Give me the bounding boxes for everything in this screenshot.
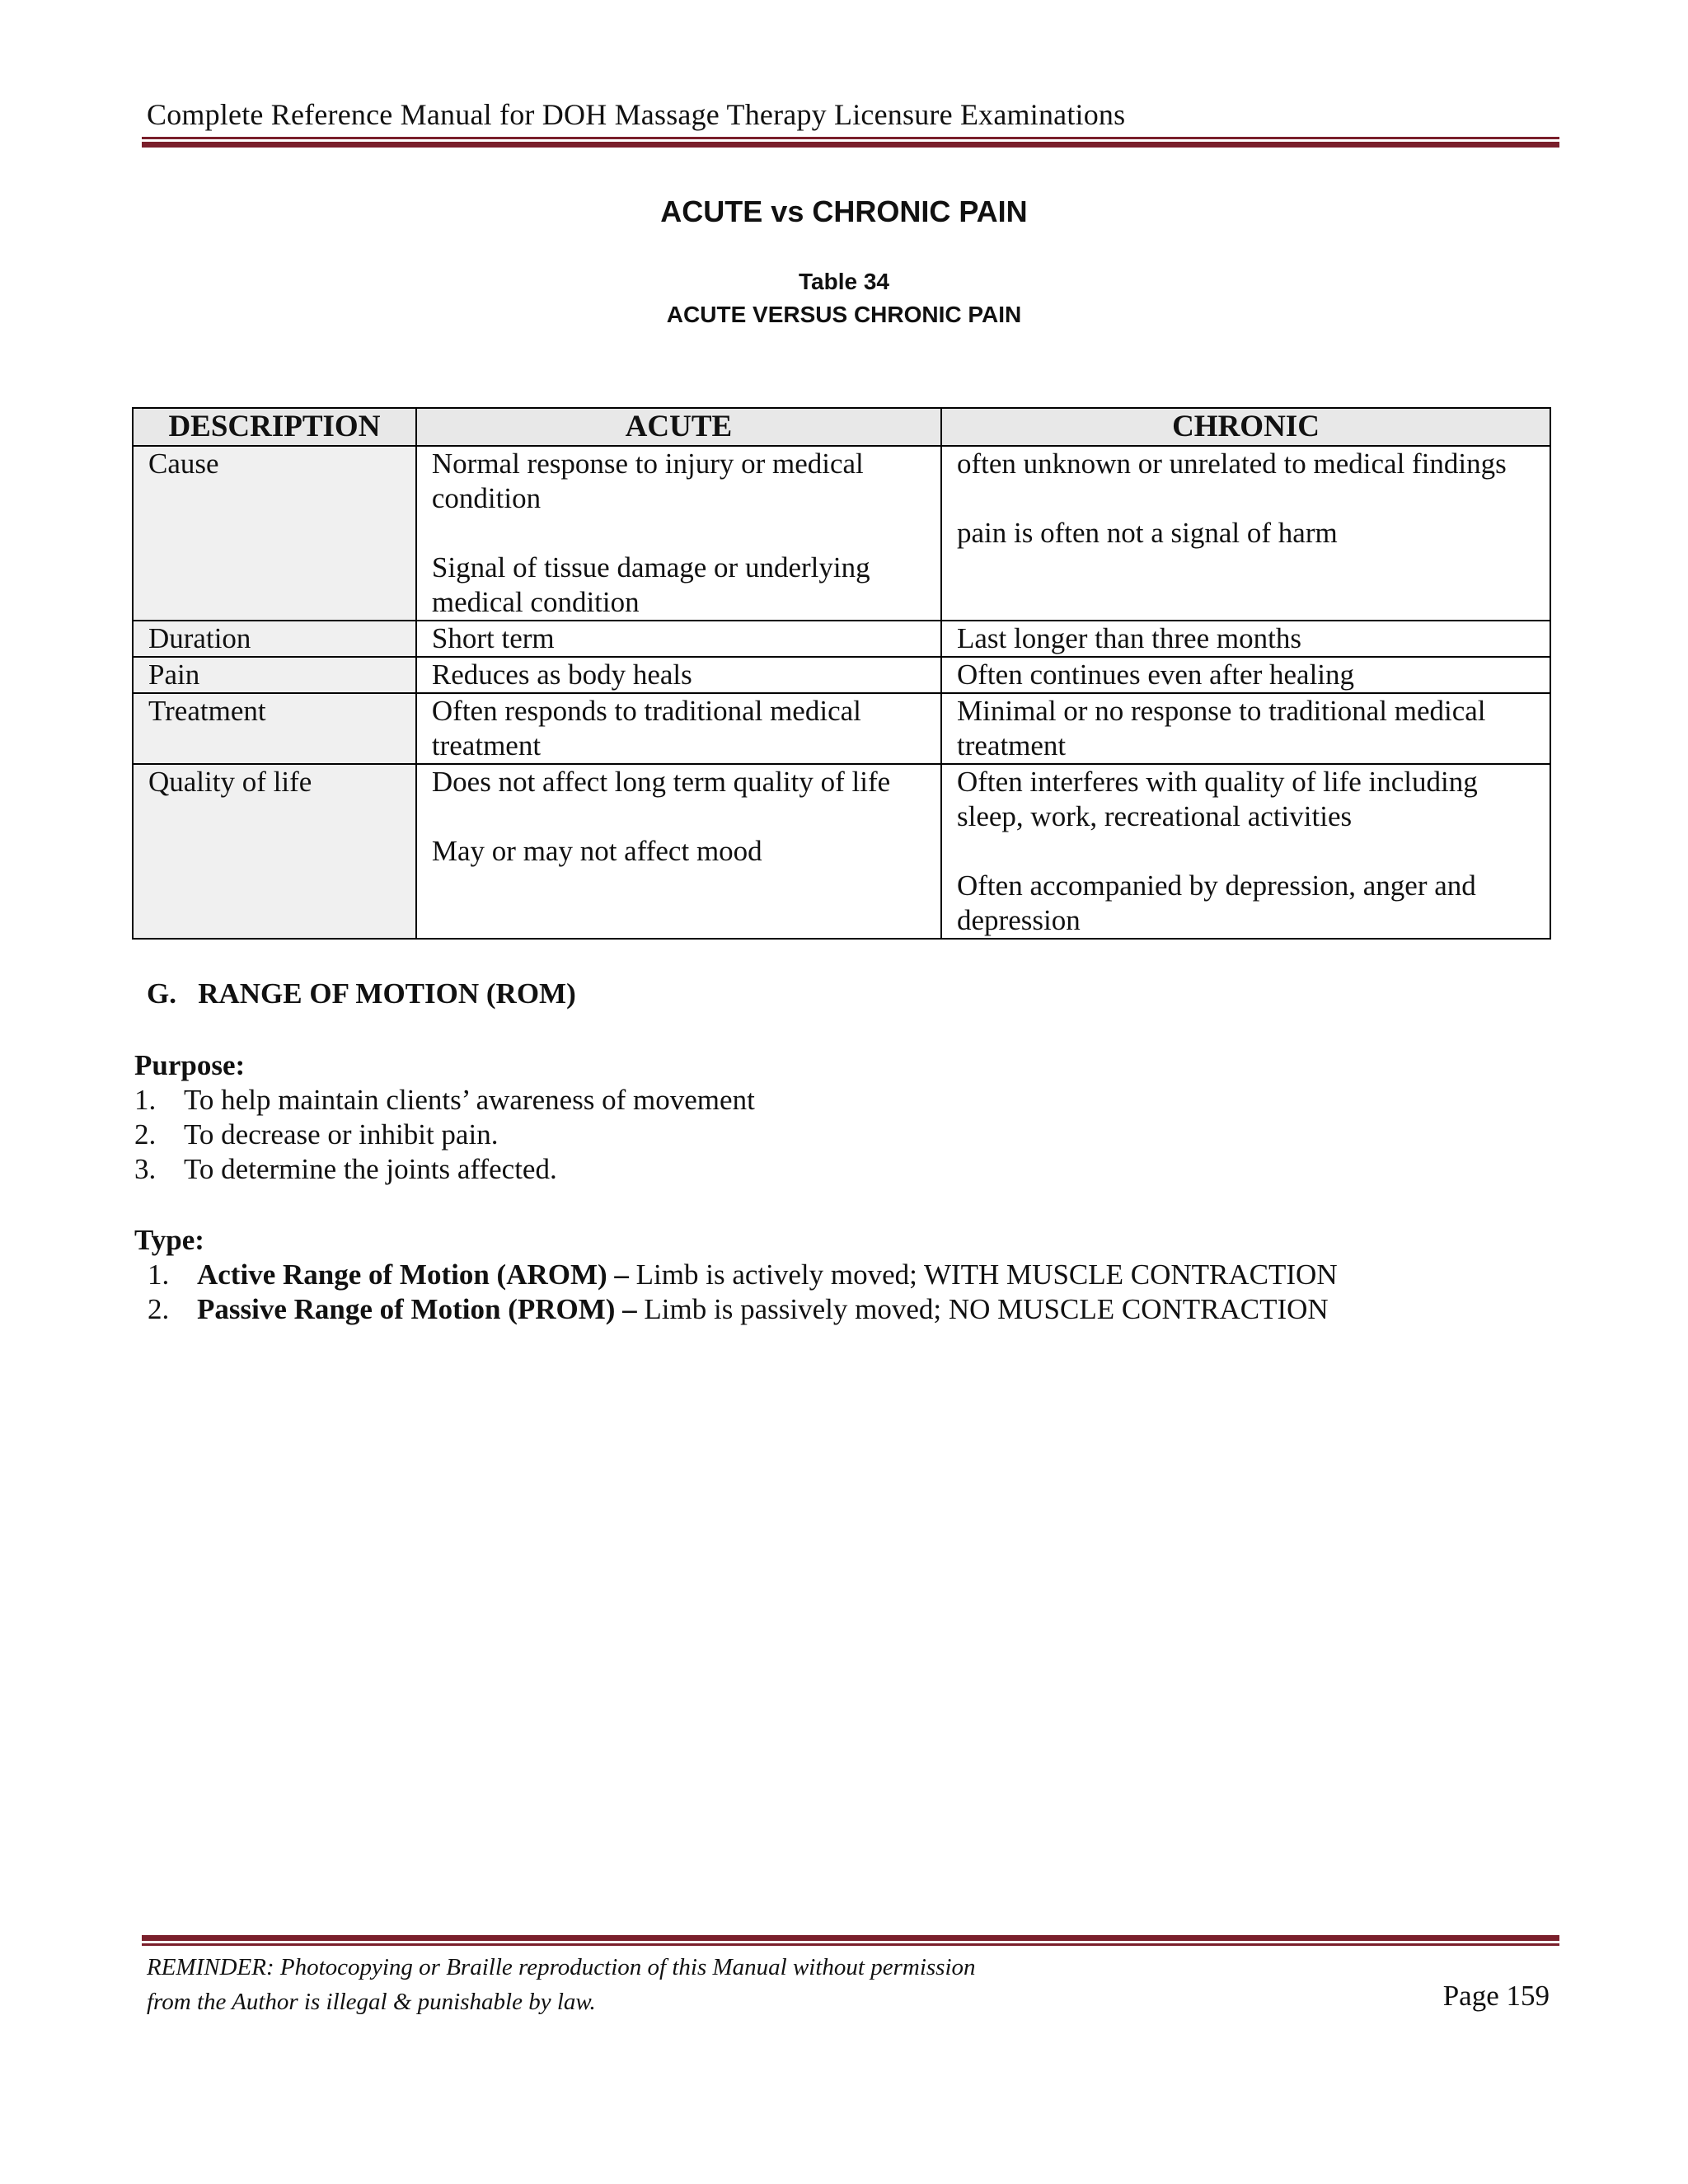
page-title: ACUTE vs CHRONIC PAIN — [660, 194, 1028, 228]
table-row — [133, 764, 1550, 939]
row-description: Pain — [133, 657, 416, 693]
list-text: To determine the joints affected. — [184, 1153, 557, 1185]
list-text: To decrease or inhibit pain. — [184, 1118, 499, 1151]
row-description: Treatment — [133, 693, 416, 764]
column-header-acute: ACUTE — [416, 408, 941, 446]
header-rule — [142, 137, 1559, 148]
table-row — [133, 693, 1550, 764]
list-text: To help maintain clients’ awareness of movement — [184, 1084, 755, 1116]
column-header-description: DESCRIPTION — [133, 408, 416, 446]
list-number: 3. — [134, 1153, 157, 1185]
row-description: Duration — [133, 621, 416, 657]
table-row — [133, 657, 1550, 693]
chronic-cell — [941, 764, 1550, 939]
type-label: Type: — [134, 1224, 204, 1256]
table-caption: ACUTE VERSUS CHRONIC PAIN — [666, 302, 1022, 327]
cell-text: Normal response to injury or medical condition — [431, 448, 864, 514]
acute-cell: Short term — [416, 621, 941, 657]
list-number: 1. — [134, 1084, 157, 1116]
table-header-row — [133, 408, 1550, 446]
pain-comparison-table — [132, 407, 1551, 940]
list-number: 1. — [148, 1258, 170, 1291]
cell-text: Does not affect long term quality of life — [431, 766, 891, 798]
table-row — [133, 621, 1550, 657]
reminder-line: from the Author is illegal & punishable by law. — [147, 1989, 596, 2015]
list-number: 2. — [148, 1293, 170, 1325]
acute-cell: Often responds to traditional medical treatment — [416, 693, 941, 764]
list-item — [134, 1118, 755, 1152]
list-item — [134, 1292, 1338, 1327]
footer-reminder — [147, 1950, 976, 2019]
list-item — [134, 1258, 1338, 1292]
cell-text: Often interferes with quality of life including sleep, work, recreational activities — [957, 766, 1478, 832]
type-block — [134, 1223, 1338, 1327]
acute-cell — [416, 764, 941, 939]
list-text: Limb is actively moved; WITH MUSCLE CONTRACTION — [628, 1258, 1338, 1291]
acute-cell: Reduces as body heals — [416, 657, 941, 693]
cell-text: pain is often not a signal of harm — [957, 517, 1338, 549]
list-item — [134, 1152, 755, 1187]
running-header: Complete Reference Manual for DOH Massage Therapy Licensure Examinations — [147, 98, 1126, 131]
cell-text: Often accompanied by depression, anger and depression — [957, 869, 1476, 936]
list-item — [134, 1083, 755, 1118]
type-list — [134, 1258, 1338, 1327]
row-description: Quality of life — [133, 764, 416, 939]
table-number: Table 34 — [799, 269, 889, 294]
cell-text: often unknown or unrelated to medical findings — [957, 448, 1507, 480]
chronic-cell: Last longer than three months — [941, 621, 1550, 657]
list-text: Limb is passively moved; NO MUSCLE CONTRACTION — [636, 1293, 1329, 1325]
chronic-cell: Often continues even after healing — [941, 657, 1550, 693]
table-row — [133, 446, 1550, 621]
page-number: Page 159 — [1442, 1980, 1550, 2012]
list-term: Active Range of Motion (AROM) – — [197, 1258, 629, 1291]
row-description: Cause — [133, 446, 416, 621]
cell-text: Signal of tissue damage or underlying medical condition — [431, 551, 870, 618]
list-number: 2. — [134, 1118, 157, 1151]
chronic-cell: Minimal or no response to traditional medical treatment — [941, 693, 1550, 764]
section-heading-rom: G. RANGE OF MOTION (ROM) — [147, 977, 576, 1010]
footer-rule — [142, 1935, 1559, 1946]
purpose-label: Purpose: — [134, 1049, 246, 1081]
reminder-line: REMINDER: Photocopying or Braille reproduction of this Manual without permission — [147, 1954, 976, 1980]
chronic-cell — [941, 446, 1550, 621]
acute-cell — [416, 446, 941, 621]
purpose-block — [134, 1048, 755, 1187]
list-term: Passive Range of Motion (PROM) – — [197, 1293, 637, 1325]
cell-text: May or may not affect mood — [431, 835, 762, 867]
column-header-chronic: CHRONIC — [941, 408, 1550, 446]
purpose-list — [134, 1083, 755, 1187]
